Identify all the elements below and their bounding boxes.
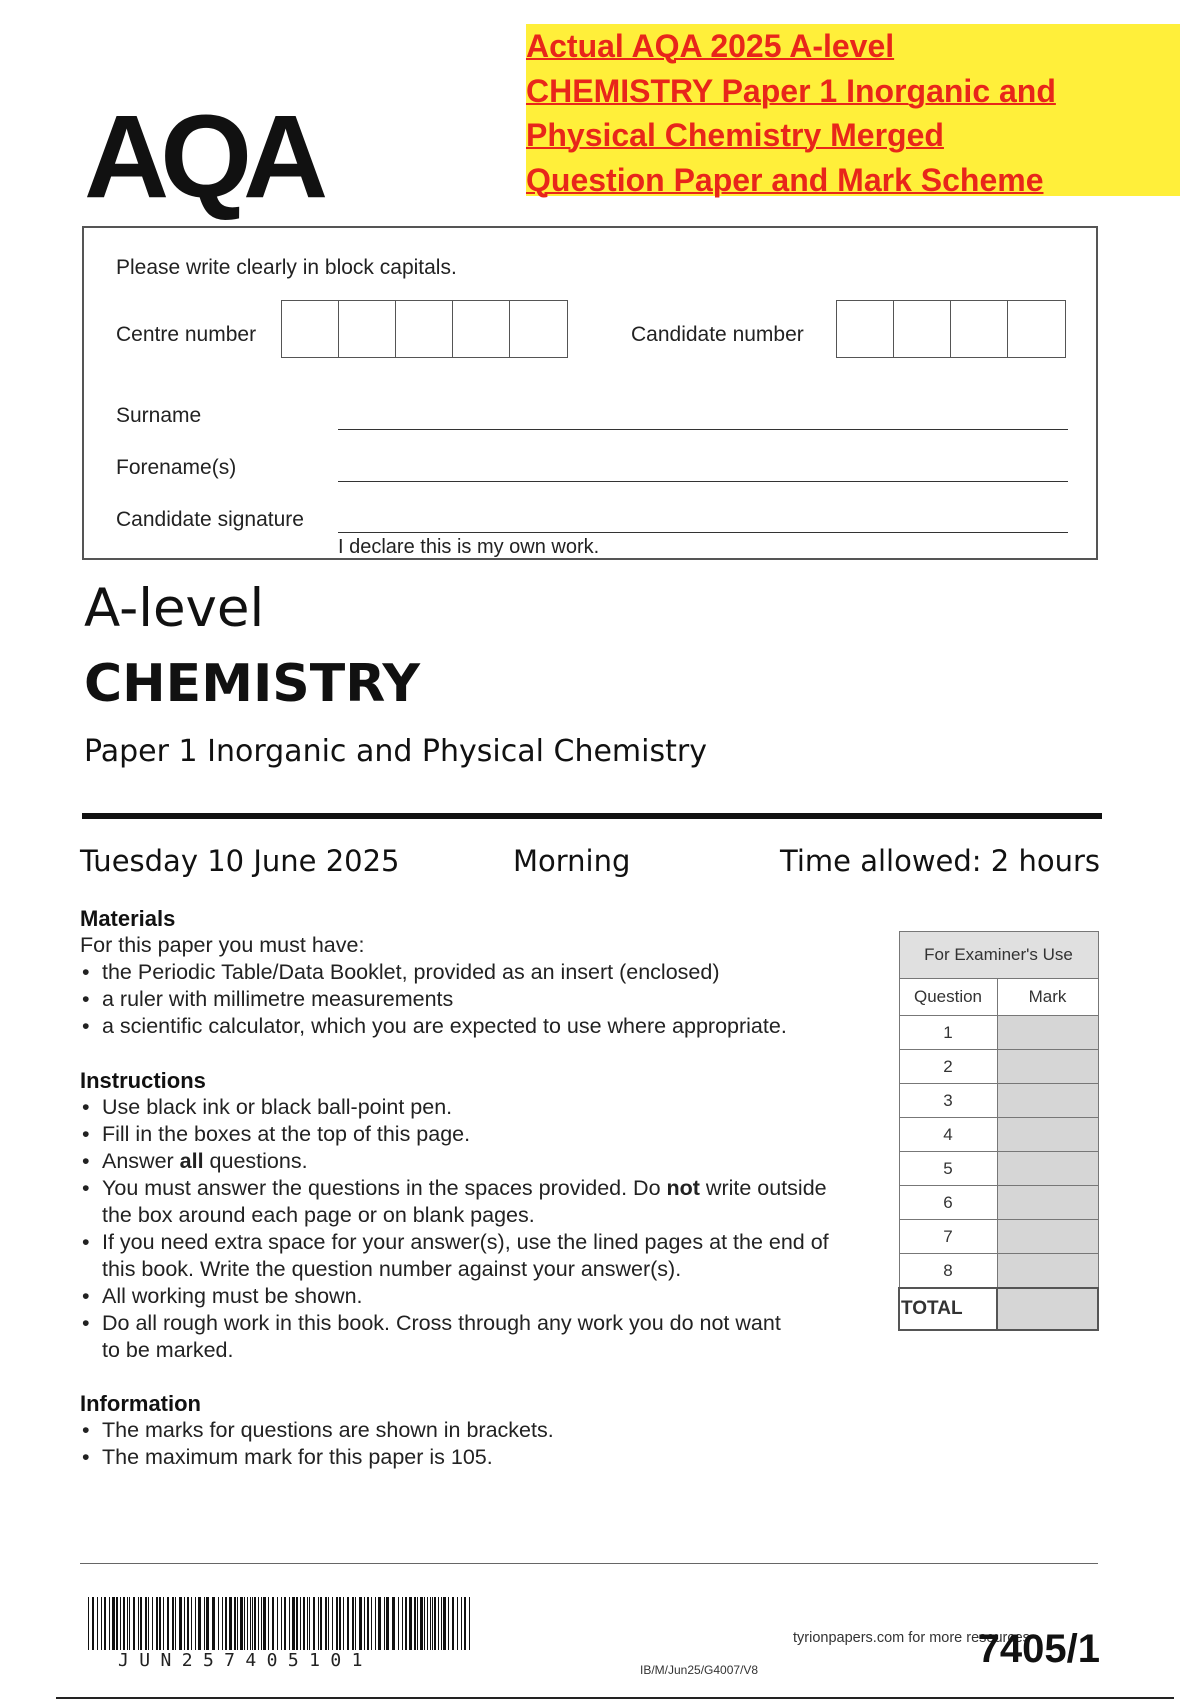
total-label: TOTAL xyxy=(899,1288,997,1330)
block-capitals-instruction: Please write clearly in block capitals. xyxy=(116,256,457,279)
forenames-label: Forename(s) xyxy=(116,456,237,479)
surname-field[interactable] xyxy=(338,429,1068,430)
centre-number-label: Centre number xyxy=(116,323,257,346)
table-row xyxy=(899,1152,1098,1186)
mark-cell[interactable] xyxy=(997,1152,1098,1186)
list-item: • The maximum mark for this paper is 105. xyxy=(80,1444,880,1471)
list-item: • Answer all questions. xyxy=(80,1148,870,1175)
question-number: 7 xyxy=(899,1220,997,1254)
question-column-header: Question xyxy=(899,979,997,1016)
list-item: • If you need extra space for your answer(s), use the lined pages at the end of this book. Write the question number against your answer(s). xyxy=(80,1229,862,1283)
mark-cell[interactable] xyxy=(997,1084,1098,1118)
list-item: • Do all rough work in this book. Cross through any work you do not want to be marked. xyxy=(80,1310,782,1364)
paper-title: Paper 1 Inorganic and Physical Chemistry xyxy=(84,734,707,769)
materials-list xyxy=(80,959,880,1040)
candidate-number-digit-box[interactable] xyxy=(837,301,894,357)
question-number: 3 xyxy=(899,1084,997,1118)
mark-cell[interactable] xyxy=(997,1220,1098,1254)
title-divider xyxy=(82,813,1102,819)
instructions-heading: Instructions xyxy=(80,1068,206,1093)
centre-number-digit-box[interactable] xyxy=(396,301,453,357)
footer-divider xyxy=(80,1563,1098,1564)
candidate-number-label: Candidate number xyxy=(631,323,804,346)
table-row xyxy=(899,1220,1098,1254)
instructions-list xyxy=(80,1094,870,1364)
signature-field[interactable] xyxy=(338,532,1068,533)
exam-session: Morning xyxy=(513,844,631,878)
mark-cell[interactable] xyxy=(997,1186,1098,1220)
list-item: • a scientific calculator, which you are expected to use where appropriate. xyxy=(80,1013,880,1040)
table-row xyxy=(899,1118,1098,1152)
list-item: • The marks for questions are shown in brackets. xyxy=(80,1417,880,1444)
mark-cell[interactable] xyxy=(997,1050,1098,1084)
question-number: 8 xyxy=(899,1254,997,1289)
paper-code: 7405/1 xyxy=(977,1627,1100,1671)
centre-number-digit-box[interactable] xyxy=(453,301,510,357)
list-item: • the Periodic Table/Data Booklet, provided as an insert (enclosed) xyxy=(80,959,880,986)
list-item: • Use black ink or black ball-point pen. xyxy=(80,1094,870,1121)
barcode-image xyxy=(88,1597,472,1650)
aqa-logo: AQA xyxy=(84,91,320,223)
information-list xyxy=(80,1417,880,1471)
materials-section xyxy=(80,906,880,1040)
banner-line: Actual AQA 2025 A-level xyxy=(526,28,895,64)
page-bottom-border xyxy=(56,1697,1174,1699)
question-number: 1 xyxy=(899,1016,997,1050)
title-banner xyxy=(526,24,1180,196)
qualification-level: A-level xyxy=(84,578,265,639)
subject-title: CHEMISTRY xyxy=(84,654,421,714)
watermark-text: tyrionpapers.com for more resources xyxy=(793,1630,1030,1646)
candidate-number-digit-box[interactable] xyxy=(1008,301,1065,357)
mark-cell[interactable] xyxy=(997,1254,1098,1289)
information-heading: Information xyxy=(80,1391,201,1416)
total-mark-cell[interactable] xyxy=(997,1288,1098,1330)
banner-line: Question Paper and Mark Scheme xyxy=(526,161,1044,198)
candidate-number-digit-box[interactable] xyxy=(894,301,951,357)
table-row xyxy=(899,1254,1098,1289)
table-row xyxy=(899,1050,1098,1084)
time-allowed: Time allowed: 2 hours xyxy=(780,844,1100,878)
list-item: • All working must be shown. xyxy=(80,1283,870,1310)
list-item: • Fill in the boxes at the top of this page. xyxy=(80,1121,870,1148)
total-row xyxy=(899,1288,1098,1330)
exam-date: Tuesday 10 June 2025 xyxy=(80,844,400,878)
table-row xyxy=(899,1186,1098,1220)
table-row xyxy=(899,1016,1098,1050)
examiner-use-table xyxy=(898,931,1099,1331)
banner-line: Physical Chemistry Merged xyxy=(526,117,944,153)
candidate-number-boxes[interactable] xyxy=(836,300,1066,358)
centre-number-digit-box[interactable] xyxy=(282,301,339,357)
mark-cell[interactable] xyxy=(997,1118,1098,1152)
question-number: 4 xyxy=(899,1118,997,1152)
question-number: 5 xyxy=(899,1152,997,1186)
list-item: • You must answer the questions in the spaces provided. Do not write outside the box around each page or on blank pages. xyxy=(80,1175,862,1229)
table-row xyxy=(899,1084,1098,1118)
declaration-text: I declare this is my own work. xyxy=(338,536,600,558)
candidate-signature-label: Candidate signature xyxy=(116,508,304,531)
barcode-text: JUN257405101 xyxy=(118,1650,373,1671)
reference-code: IB/M/Jun25/G4007/V8 xyxy=(640,1663,759,1677)
surname-label: Surname xyxy=(116,404,202,427)
candidate-number-digit-box[interactable] xyxy=(951,301,1008,357)
mark-column-header: Mark xyxy=(997,979,1098,1016)
information-section xyxy=(80,1391,880,1471)
materials-intro: For this paper you must have: xyxy=(80,933,365,957)
centre-number-digit-box[interactable] xyxy=(339,301,396,357)
banner-line: CHEMISTRY Paper 1 Inorganic and xyxy=(526,72,1056,109)
centre-number-digit-box[interactable] xyxy=(510,301,567,357)
forenames-field[interactable] xyxy=(338,481,1068,482)
mark-cell[interactable] xyxy=(997,1016,1098,1050)
centre-number-boxes[interactable] xyxy=(281,300,568,358)
instructions-section xyxy=(80,1068,870,1364)
question-number: 2 xyxy=(899,1050,997,1084)
examiner-table-title: For Examiner's Use xyxy=(899,932,1098,979)
list-item: • a ruler with millimetre measurements xyxy=(80,986,880,1013)
question-number: 6 xyxy=(899,1186,997,1220)
materials-heading: Materials xyxy=(80,906,176,931)
